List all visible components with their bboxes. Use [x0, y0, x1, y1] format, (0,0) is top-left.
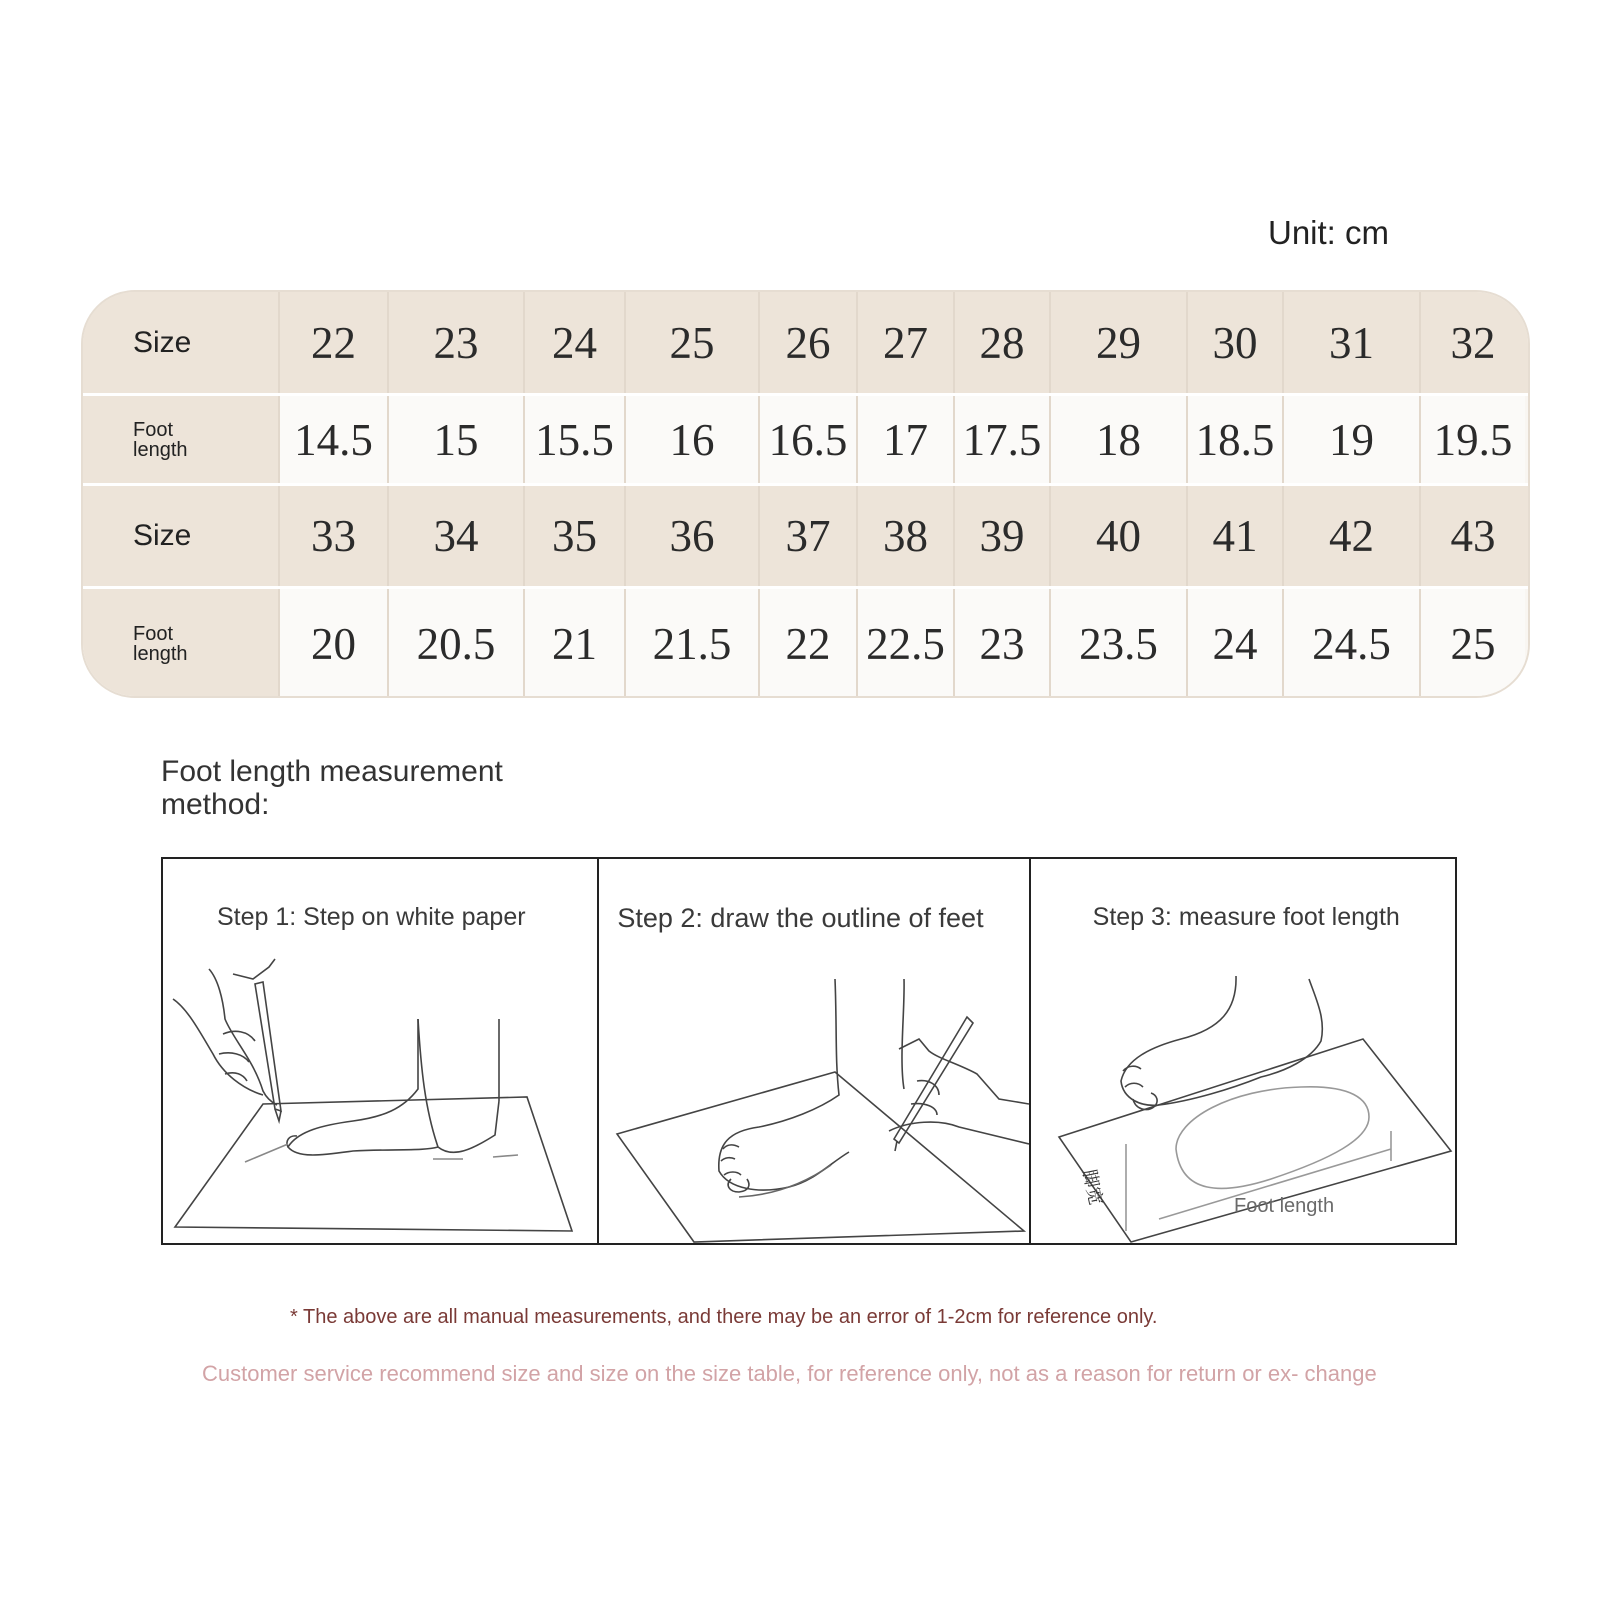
size-value-cell: 36 — [624, 486, 758, 586]
size-value-cell: 43 — [1419, 486, 1525, 586]
step-2-caption: Step 2: draw the outline of feet — [617, 903, 984, 933]
size-row-header: Size — [83, 486, 278, 586]
foot-length-value-cell: 14.5 — [278, 396, 387, 483]
foot-length-row-header — [83, 589, 278, 698]
foot-length-label: Foot length — [133, 418, 188, 461]
size-value-cell: 27 — [856, 292, 953, 393]
pen-shape — [255, 982, 281, 1111]
step-2-panel — [597, 859, 1028, 1243]
foot-length-value-cell: 17.5 — [953, 396, 1049, 483]
size-value-cell: 28 — [953, 292, 1049, 393]
size-value-cell: 35 — [523, 486, 624, 586]
size-value-cell: 26 — [758, 292, 856, 393]
step-1-caption: Step 1: Step on white paper — [217, 903, 526, 931]
foot-length-value-cell: 20 — [278, 589, 387, 698]
foot-length-label: Foot length — [133, 623, 188, 665]
foot-length-value-cell: 15.5 — [523, 396, 624, 483]
foot-length-value-cell: 22.5 — [856, 589, 953, 698]
size-chart-table — [81, 290, 1530, 698]
size-row — [83, 292, 1528, 393]
size-value-cell: 34 — [387, 486, 523, 586]
paper-sheet — [617, 1072, 1024, 1242]
foot-length-value-cell: 23.5 — [1049, 589, 1186, 698]
foot-length-value-cell: 18 — [1049, 396, 1186, 483]
foot-length-value-cell: 18.5 — [1186, 396, 1282, 483]
foot-length-value-cell: 21.5 — [624, 589, 758, 698]
size-value-cell: 29 — [1049, 292, 1186, 393]
step-3-panel — [1029, 859, 1455, 1243]
size-value-cell: 41 — [1186, 486, 1282, 586]
size-value-cell: 38 — [856, 486, 953, 586]
size-value-cell: 31 — [1282, 292, 1419, 393]
foot-length-value-cell: 24.5 — [1282, 589, 1419, 698]
foot-length-row-header — [83, 396, 278, 483]
step-3-caption: Step 3: measure foot length — [1092, 903, 1400, 931]
foot-length-value-cell: 16 — [624, 396, 758, 483]
foot-length-row — [83, 393, 1528, 483]
foot-length-value-cell: 17 — [856, 396, 953, 483]
measurement-disclaimer: * The above are all manual measurements, and there may be an error of 1-2cm for reference only. — [290, 1306, 1158, 1328]
measurement-steps — [161, 857, 1457, 1245]
step-on-paper-illustration — [163, 859, 595, 1243]
size-value-cell: 32 — [1419, 292, 1525, 393]
foot-length-value-cell: 21 — [523, 589, 624, 698]
foot-length-value-cell: 16.5 — [758, 396, 856, 483]
size-value-cell: 40 — [1049, 486, 1186, 586]
size-value-cell: 24 — [523, 292, 624, 393]
size-value-cell: 37 — [758, 486, 856, 586]
size-value-cell: 39 — [953, 486, 1049, 586]
unit-label: Unit: cm — [1268, 214, 1390, 251]
foot-length-value-cell: 25 — [1419, 589, 1525, 698]
size-value-cell: 23 — [387, 292, 523, 393]
size-value-cell: 30 — [1186, 292, 1282, 393]
foot-width-annotation: 脚宽 — [1078, 1167, 1106, 1208]
size-row-header: Size — [83, 292, 278, 393]
size-row — [83, 483, 1528, 586]
foot-length-value-cell: 20.5 — [387, 589, 523, 698]
step-1-panel — [163, 859, 597, 1243]
foot-length-value-cell: 19 — [1282, 396, 1419, 483]
foot-length-value-cell: 24 — [1186, 589, 1282, 698]
foot-length-value-cell: 15 — [387, 396, 523, 483]
size-value-cell: 33 — [278, 486, 387, 586]
foot-length-value-cell: 19.5 — [1419, 396, 1525, 483]
foot-length-annotation: Foot length — [1233, 1195, 1334, 1217]
draw-outline-illustration — [599, 859, 1029, 1243]
foot-length-value-cell: 23 — [953, 589, 1049, 698]
size-value-cell: 22 — [278, 292, 387, 393]
size-value-cell: 42 — [1282, 486, 1419, 586]
size-value-cell: 25 — [624, 292, 758, 393]
foot-length-value-cell: 22 — [758, 589, 856, 698]
foot-length-row — [83, 586, 1528, 698]
service-note: Customer service recommend size and size on the size table, for reference only, not as a reason for return or ex- change — [202, 1361, 1377, 1386]
method-title: Foot length measurement method: — [161, 755, 503, 821]
measure-length-illustration — [1031, 859, 1457, 1243]
